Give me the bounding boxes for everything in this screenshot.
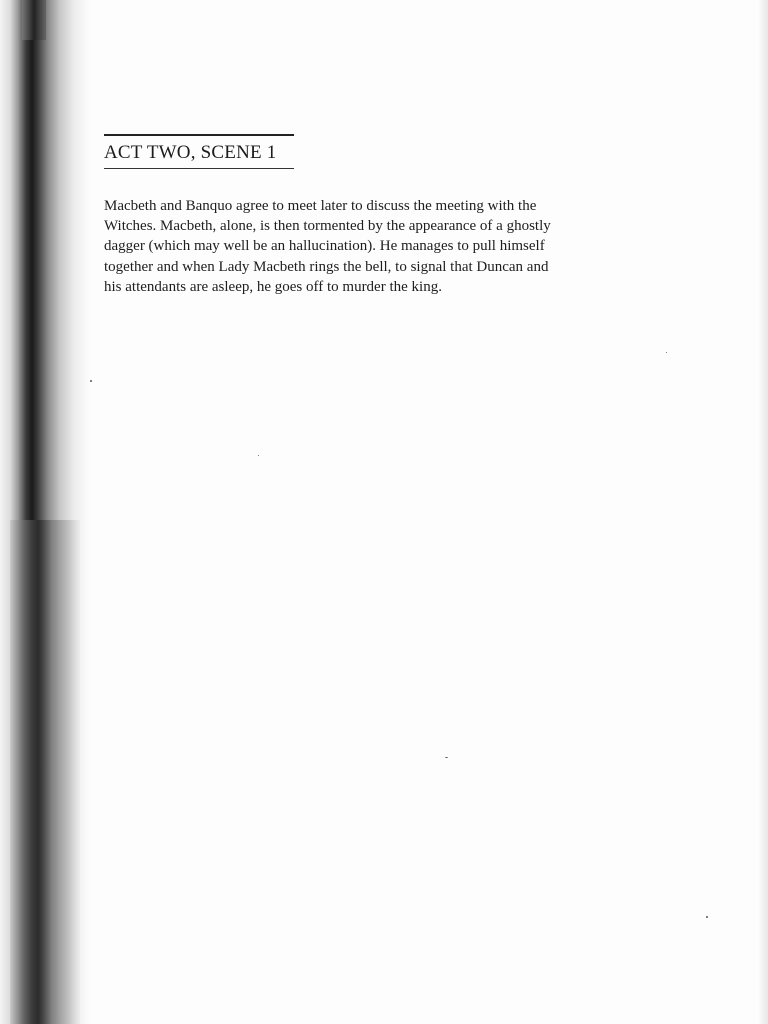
scan-speck — [90, 380, 92, 382]
summary-line: together and when Lady Macbeth rings the bell, to signal that Duncan and — [104, 258, 549, 275]
section-heading: ACT TWO, SCENE 1 — [104, 142, 277, 163]
scan-speck — [666, 352, 667, 353]
heading-rule-top — [104, 134, 294, 136]
scan-speck — [706, 916, 708, 918]
summary-line: dagger (which may well be an hallucination). He manages to pull himself — [104, 238, 545, 255]
summary-line: Witches. Macbeth, alone, is then tormented by the appearance of a ghostly — [104, 218, 551, 235]
gutter-bottom-shadow — [10, 520, 80, 1024]
scan-speck — [258, 455, 259, 456]
scene-summary — [104, 196, 652, 297]
summary-line: Macbeth and Banquo agree to meet later to discuss the meeting with the — [104, 198, 537, 214]
section-heading-block — [104, 134, 294, 169]
page-right-edge — [758, 0, 768, 1024]
scan-speck — [445, 757, 448, 758]
summary-line: his attendants are asleep, he goes off to murder the king. — [104, 278, 442, 295]
heading-rule-bottom — [104, 168, 294, 169]
gutter-top-shadow — [22, 0, 46, 40]
